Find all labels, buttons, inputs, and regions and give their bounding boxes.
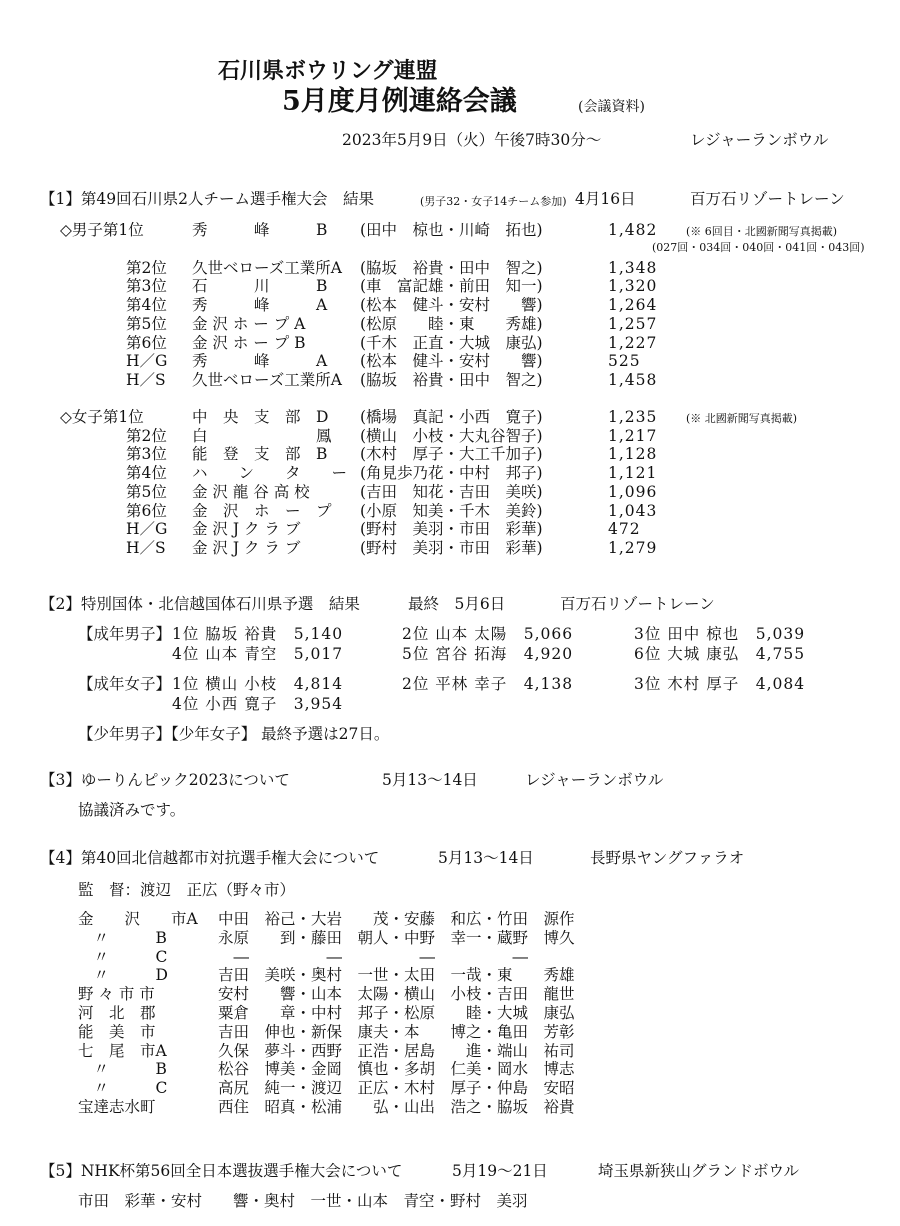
- women-result-members: (横山 小枝・大丸谷智子): [360, 426, 543, 445]
- city-members: 粟倉 章・中村 邦子・松原 睦・大城 康弘: [218, 1004, 575, 1022]
- men-adult-6: 6位 大城 康弘 4,755: [634, 645, 806, 663]
- women-result-members: (小原 知美・千木 美鈴): [360, 501, 543, 520]
- women-result-members: (橋場 真記・小西 寛子): [360, 408, 543, 426]
- men-adult-2: 2位 山本 太陽 5,066: [402, 625, 574, 643]
- men-adult-label: 【成年男子】: [78, 625, 172, 643]
- women-result-rank: 第6位: [126, 501, 167, 520]
- men-result-score: 1,482: [608, 221, 658, 239]
- men-result-team: 久世ベローズ工業所A: [192, 370, 342, 389]
- men-result-team: 金 沢 ホ ー プ B: [192, 333, 306, 352]
- page-title: 5月度月例連絡会議: [282, 86, 517, 117]
- women-result-members: (野村 美羽・市田 彩華): [360, 520, 543, 539]
- men-result-score: 525: [608, 352, 641, 371]
- women-result-score: 1,235: [608, 408, 658, 426]
- women-result-team: 能 登 支 部 B: [192, 445, 328, 464]
- men-result-score: 1,348: [608, 258, 658, 277]
- city-name: 河 北 郡: [78, 1004, 156, 1022]
- women-result-team: 金 沢 龍 谷 高 校: [192, 482, 310, 501]
- men-result-rank: 第3位: [126, 277, 167, 296]
- women-adult-4: 4位 小西 寛子 3,954: [172, 695, 344, 713]
- section1-heading: 【1】第49回石川県2人チーム選手権大会 結果: [40, 190, 374, 208]
- page-subtitle: (会議資料): [578, 99, 645, 115]
- section3-body: 協議済みです。: [78, 801, 186, 819]
- city-members: ― ― ― ―: [218, 947, 529, 966]
- men-result-score: 1,264: [608, 296, 658, 315]
- men-result-score: 1,320: [608, 277, 658, 296]
- section3-heading: 【3】ゆーりんピック2023について: [40, 771, 290, 789]
- meeting-venue: レジャーランボウル: [690, 131, 829, 149]
- section2-final-date: 最終 5月6日: [408, 595, 506, 613]
- men-result-score: 1,227: [608, 333, 658, 352]
- women-adult-2: 2位 平林 幸子 4,138: [402, 675, 574, 693]
- women-result-rank: ◇女子第1位: [60, 408, 144, 426]
- women-result-team: ハ ン タ ー: [192, 464, 348, 483]
- section4-coach: 監 督：渡辺 正広（野々市）: [78, 881, 296, 899]
- men-result-members: (松原 睦・東 秀雄): [360, 314, 543, 333]
- men-result-team: 秀 峰 A: [192, 352, 328, 371]
- section2-venue: 百万石リゾートレーン: [560, 595, 715, 613]
- city-name: 七 尾 市A: [78, 1041, 167, 1060]
- section1-venue: 百万石リゾートレーン: [690, 190, 845, 208]
- women-result-rank: 第3位: [126, 445, 167, 464]
- city-name: 〃 C: [78, 947, 168, 966]
- meeting-datetime: 2023年5月9日（火）午後7時30分～: [342, 131, 602, 149]
- women-result-members: (木村 厚子・大工千加子): [360, 445, 543, 464]
- section5-date: 5月19～21日: [452, 1162, 548, 1180]
- men-result-rank: H／S: [126, 370, 166, 389]
- section5-heading: 【5】NHK杯第56回全日本選抜選手権大会について: [40, 1162, 403, 1180]
- section4-date: 5月13～14日: [438, 849, 534, 867]
- men-result-members: (松本 健斗・安村 響): [360, 352, 543, 371]
- city-name: 野 々 市 市: [78, 985, 155, 1004]
- men-adult-4: 4位 山本 青空 5,017: [172, 645, 344, 663]
- city-members: 永原 到・藤田 朝人・中野 幸一・蔵野 博久: [218, 928, 575, 947]
- women-result-score: 1,279: [608, 538, 658, 557]
- men-result-members: (千木 正直・大城 康弘): [360, 333, 543, 352]
- women-result-rank: 第4位: [126, 464, 167, 483]
- section1-date: 4月16日: [575, 190, 636, 208]
- men-result-members: (車 富記雄・前田 知一): [360, 277, 543, 296]
- men-result-score: 1,458: [608, 370, 658, 389]
- women-result-team: 金 沢 J ク ラ ブ: [192, 520, 301, 539]
- women-result-team: 白 鳳: [192, 426, 332, 445]
- men-result-rank: H／G: [126, 352, 168, 371]
- women-result-rank: 第5位: [126, 482, 167, 501]
- women-result-team: 金 沢 J ク ラ ブ: [192, 538, 301, 557]
- city-name: 〃 B: [78, 1060, 167, 1079]
- men-result-rank: 第6位: [126, 333, 167, 352]
- section1-entries: (男子32・女子14チーム参加): [420, 195, 567, 208]
- city-members: 高尻 純一・渡辺 正広・木村 厚子・仲島 安昭: [218, 1079, 575, 1098]
- men-result-members: (脇坂 裕貴・田中 智之): [360, 258, 543, 277]
- city-members: 吉田 美咲・奥村 一世・太田 一哉・東 秀雄: [218, 966, 575, 985]
- section4-venue: 長野県ヤングファラオ: [590, 849, 745, 867]
- youth-note: 【少年男子】【少年女子】 最終予選は27日。: [78, 725, 390, 743]
- men-result-members: (田中 椋也・川崎 拓也): [360, 221, 543, 239]
- women-result-score: 472: [608, 520, 641, 539]
- women-result-score: 1,121: [608, 464, 658, 483]
- city-members: 松谷 博美・金岡 慎也・多胡 仁美・岡水 博志: [218, 1060, 575, 1079]
- women-result-score: 1,096: [608, 482, 658, 501]
- city-members: 西住 昭真・松浦 弘・山出 浩之・脇坂 裕貴: [218, 1098, 575, 1116]
- women-result-rank: H／G: [126, 520, 168, 539]
- men-result-team: 石 川 B: [192, 277, 328, 296]
- women-adult-label: 【成年女子】: [78, 675, 172, 693]
- women-adult-1: 1位 横山 小枝 4,814: [172, 675, 344, 693]
- men-adult-3: 3位 田中 椋也 5,039: [634, 625, 806, 643]
- section3-date: 5月13～14日: [382, 771, 478, 789]
- men-result-note: (※ 6回目・北國新聞写真掲載): [686, 225, 838, 238]
- women-result-note: (※ 北國新聞写真掲載): [686, 412, 798, 425]
- women-result-team: 中 央 支 部 D: [192, 408, 329, 426]
- men-result-team: 秀 峰 A: [192, 296, 328, 315]
- men-result-score: 1,257: [608, 314, 658, 333]
- city-name: 〃 B: [78, 928, 167, 947]
- women-result-members: (吉田 知花・吉田 美咲): [360, 482, 543, 501]
- men-result-members: (脇坂 裕貴・田中 智之): [360, 370, 543, 389]
- city-name: 〃 D: [78, 966, 168, 985]
- men-adult-5: 5位 宮谷 拓海 4,920: [402, 645, 574, 663]
- women-result-rank: 第2位: [126, 426, 167, 445]
- women-result-members: (野村 美羽・市田 彩華): [360, 538, 543, 557]
- city-name: 能 美 市: [78, 1022, 156, 1041]
- section5-members: 市田 彩華・安村 響・奥村 一世・山本 青空・野村 美羽: [78, 1192, 528, 1210]
- men-result-members: (松本 健斗・安村 響): [360, 296, 543, 315]
- men-note2: (027回・034回・040回・041回・043回): [652, 241, 865, 254]
- city-members: 久保 夢斗・西野 正浩・居島 進・端山 祐司: [218, 1041, 575, 1060]
- men-result-team: 秀 峰 B: [192, 221, 328, 239]
- women-result-team: 金 沢 ホ ー プ: [192, 501, 332, 520]
- men-result-team: 久世ベローズ工業所A: [192, 258, 342, 277]
- men-adult-1: 1位 脇坂 裕貴 5,140: [172, 625, 344, 643]
- section4-heading: 【4】第40回北信越都市対抗選手権大会について: [40, 849, 380, 867]
- men-result-rank: ◇男子第1位: [60, 221, 144, 239]
- city-members: 安村 響・山本 太陽・横山 小枝・吉田 龍世: [218, 985, 575, 1004]
- city-name: 〃 C: [78, 1079, 168, 1098]
- city-members: 吉田 伸也・新保 康夫・本 博之・亀田 芳彰: [218, 1022, 575, 1041]
- men-result-rank: 第2位: [126, 258, 167, 277]
- men-result-rank: 第5位: [126, 314, 167, 333]
- women-result-score: 1,128: [608, 445, 658, 464]
- city-name: 金 沢 市A: [78, 910, 198, 928]
- city-name: 宝達志水町: [78, 1098, 156, 1116]
- women-adult-3: 3位 木村 厚子 4,084: [634, 675, 806, 693]
- women-result-score: 1,043: [608, 501, 658, 520]
- men-result-rank: 第4位: [126, 296, 167, 315]
- women-result-score: 1,217: [608, 426, 658, 445]
- section2-heading: 【2】特別国体・北信越国体石川県予選 結果: [40, 595, 360, 613]
- women-result-members: (角見歩乃花・中村 邦子): [360, 464, 543, 483]
- city-members: 中田 裕己・大岩 茂・安藤 和広・竹田 源作: [218, 910, 575, 928]
- section3-venue: レジャーランボウル: [525, 771, 664, 789]
- women-result-rank: H／S: [126, 538, 166, 557]
- men-result-team: 金 沢 ホ ー プ A: [192, 314, 306, 333]
- org-name: 石川県ボウリング連盟: [218, 58, 438, 84]
- section5-venue: 埼玉県新狭山グランドボウル: [598, 1162, 800, 1180]
